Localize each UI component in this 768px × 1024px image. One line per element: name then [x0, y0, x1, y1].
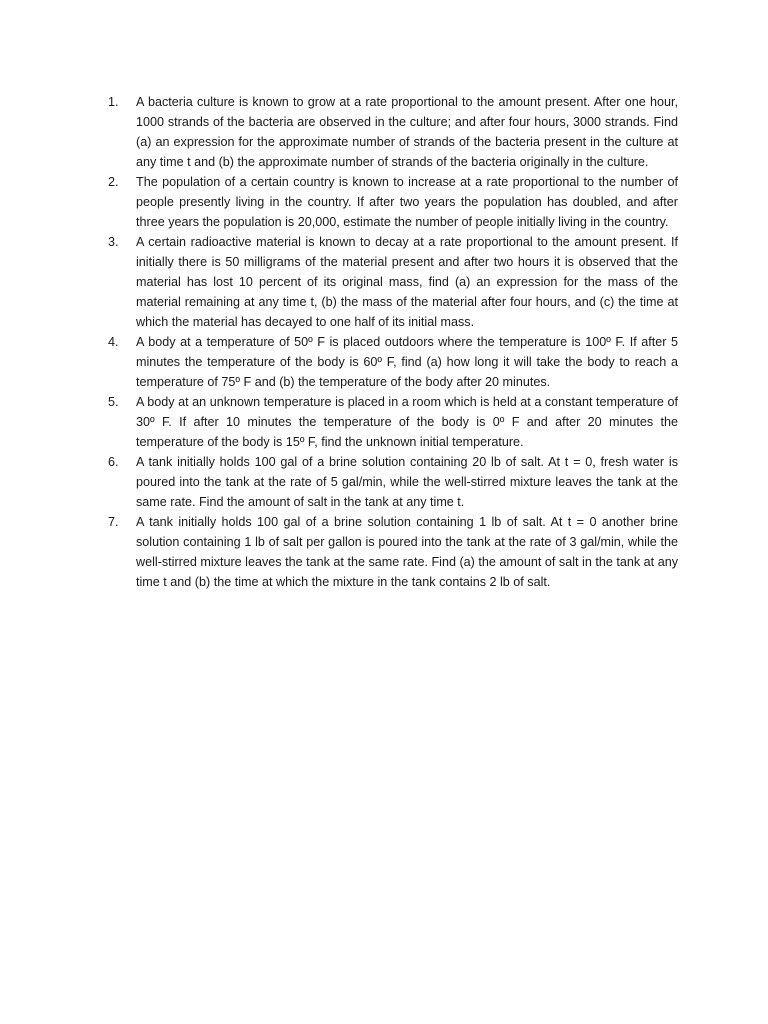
problem-item — [108, 92, 678, 172]
problem-item — [108, 332, 678, 392]
problem-item — [108, 232, 678, 332]
problem-number: 1. — [108, 95, 119, 109]
problem-number: 6. — [108, 455, 119, 469]
problem-item — [108, 172, 678, 232]
problem-list — [108, 92, 678, 592]
problem-number: 4. — [108, 335, 119, 349]
problem-number: 3. — [108, 235, 119, 249]
problem-item — [108, 392, 678, 452]
problem-text: A tank initially holds 100 gal of a brine solution containing 1 lb of salt. At t = 0 another brine solution containing 1 lb of salt per gallon is poured into the tank at the rate of 3 gal/min, while the well-stirred mixture leaves the tank at the same rate. Find (a) the amount of salt in the tank at any time t and (b) the time at which the mixture in the tank contains 2 lb of salt. — [136, 515, 678, 589]
problem-item — [108, 512, 678, 592]
problem-item — [108, 452, 678, 512]
problem-number: 2. — [108, 175, 119, 189]
problem-number: 5. — [108, 395, 119, 409]
problem-text: The population of a certain country is known to increase at a rate proportional to the number of people presently living in the country. If after two years the population has doubled, and after three years the population is 20,000, estimate the number of people initially living in the country. — [136, 175, 678, 229]
problem-number: 7. — [108, 515, 119, 529]
problem-text: A body at an unknown temperature is placed in a room which is held at a constant temperature of 30º F. If after 10 minutes the temperature of the body is 0º F and after 20 minutes the temperature of the body is 15º F, find the unknown initial temperature. — [136, 395, 678, 449]
problem-text: A certain radioactive material is known to decay at a rate proportional to the amount present. If initially there is 50 milligrams of the material present and after two hours it is observed that the material has lost 10 percent of its original mass, find (a) an expression for the mass of the material remaining at any time t, (b) the mass of the material after four hours, and (c) the time at which the material has decayed to one half of its initial mass. — [136, 235, 678, 329]
problem-text: A tank initially holds 100 gal of a brine solution containing 20 lb of salt. At t = 0, fresh water is poured into the tank at the rate of 5 gal/min, while the well-stirred mixture leaves the tank at the same rate. Find the amount of salt in the tank at any time t. — [136, 455, 678, 509]
problem-text: A bacteria culture is known to grow at a rate proportional to the amount present. After one hour, 1000 strands of the bacteria are observed in the culture; and after four hours, 3000 strands. Find (a) an expression for the approximate number of strands of the bacteria present in the culture at any time t and (b) the approximate number of strands of the bacteria originally in the culture. — [136, 95, 678, 169]
problem-text: A body at a temperature of 50º F is placed outdoors where the temperature is 100º F. If after 5 minutes the temperature of the body is 60º F, find (a) how long it will take the body to reach a temperature of 75º F and (b) the temperature of the body after 20 minutes. — [136, 335, 678, 389]
